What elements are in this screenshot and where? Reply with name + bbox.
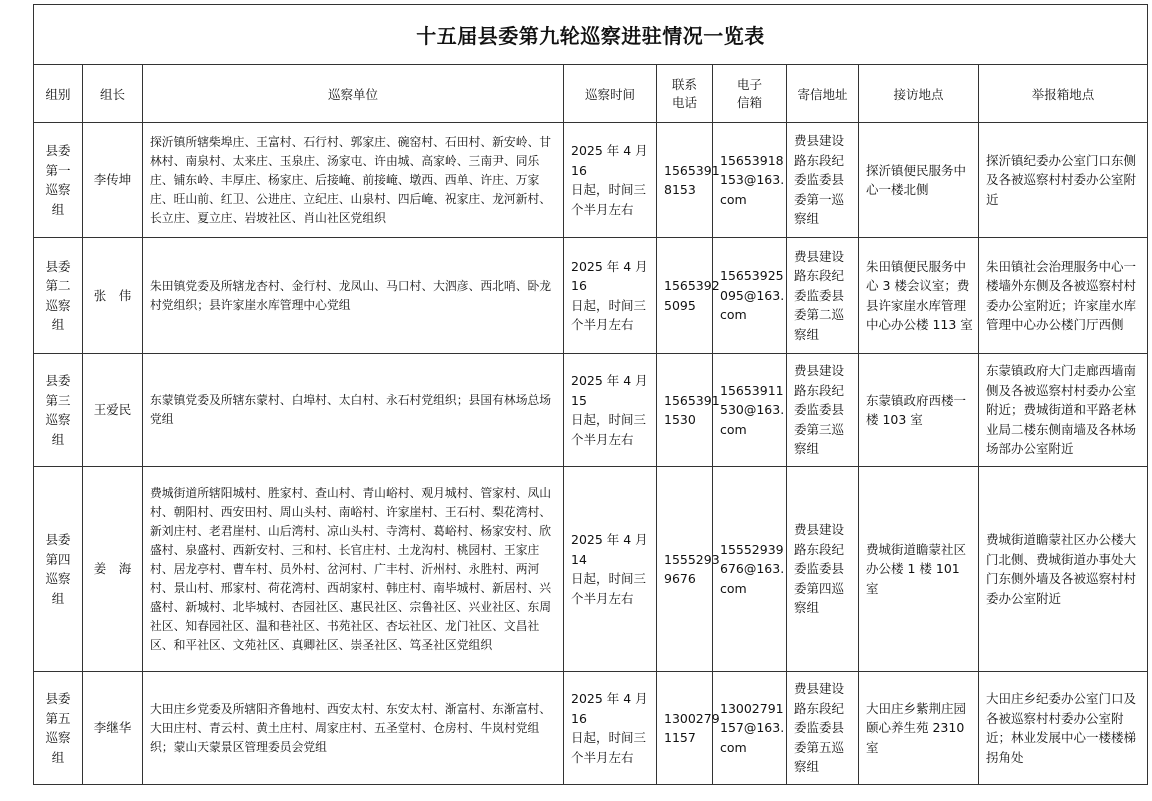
mail-line: 路东段纪 bbox=[794, 152, 845, 168]
email-line: 676@163. bbox=[720, 561, 785, 577]
group-line: 第五 bbox=[45, 710, 71, 726]
time-line: 2025 年 4 月 14 bbox=[571, 532, 648, 567]
email-line: com bbox=[720, 421, 747, 437]
time-line: 日起，时间三 bbox=[571, 412, 647, 427]
reception-cell: 探沂镇便民服务中心一楼北侧 bbox=[859, 123, 979, 238]
mail-cell bbox=[787, 672, 859, 785]
mail-line: 路东段纪 bbox=[794, 382, 845, 398]
email-line: com bbox=[720, 580, 747, 596]
email-line: 157@163. bbox=[720, 720, 785, 736]
group-line: 巡察 bbox=[45, 412, 71, 427]
mail-cell bbox=[787, 467, 859, 672]
group-line: 巡察 bbox=[45, 297, 71, 313]
mail-line: 委监委县 bbox=[794, 287, 845, 303]
table-row bbox=[34, 672, 1148, 785]
mail-line: 察组 bbox=[794, 600, 820, 616]
group-line: 第三 bbox=[45, 392, 71, 408]
header-email bbox=[713, 65, 787, 123]
phone-line: 8153 bbox=[664, 182, 696, 197]
box-cell: 费城街道瞻蒙社区办公楼大门北侧、费城街道办事处大门东侧外墙及各被巡察村村委办公室附近 bbox=[979, 467, 1148, 672]
header-group: 组别 bbox=[34, 65, 83, 123]
mail-line: 察组 bbox=[794, 759, 820, 775]
group-cell bbox=[34, 238, 83, 354]
unit-cell: 大田庄乡党委及所辖阳齐鲁地村、西安太村、东安太村、渐富村、东渐富村、大田庄村、青云村、黄土庄村、周家庄村、五圣堂村、仓房村、牛岚村党组织；蒙山天蒙景区管理委员会党组 bbox=[143, 672, 564, 785]
leader-cell: 李继华 bbox=[83, 672, 143, 785]
time-line: 2025 年 4 月 15 bbox=[571, 373, 648, 408]
email-line: com bbox=[720, 307, 747, 323]
reception-cell: 朱田镇便民服务中心 3 楼会议室；费县许家崖水库管理中心办公楼 113 室 bbox=[859, 238, 979, 354]
phone-line: 1565391 bbox=[664, 162, 720, 178]
phone-cell bbox=[657, 238, 720, 354]
mail-line: 察组 bbox=[794, 211, 820, 227]
phone-cell bbox=[657, 672, 720, 785]
box-cell: 大田庄乡纪委办公室门口及各被巡察村村委办公室附近；林业发展中心一楼楼梯拐角处 bbox=[979, 672, 1148, 785]
mail-line: 委第五巡 bbox=[794, 739, 845, 755]
time-line: 个半月左右 bbox=[571, 201, 634, 217]
time-cell bbox=[564, 467, 657, 672]
mail-line: 委监委县 bbox=[794, 720, 845, 736]
leader-cell: 张 伟 bbox=[83, 238, 143, 354]
email-cell bbox=[713, 123, 787, 238]
time-line: 个半月左右 bbox=[571, 431, 634, 447]
group-cell bbox=[34, 467, 83, 672]
time-line: 2025 年 4 月 16 bbox=[571, 691, 648, 726]
mail-line: 路东段纪 bbox=[794, 700, 845, 716]
header-time: 巡察时间 bbox=[564, 65, 657, 123]
header-unit: 巡察单位 bbox=[143, 65, 564, 123]
mail-line: 费县建设 bbox=[794, 133, 845, 149]
time-line: 2025 年 4 月 16 bbox=[571, 258, 648, 293]
header-phone-line2: 电话 bbox=[671, 94, 697, 110]
group-line: 组 bbox=[51, 201, 65, 217]
email-line: 15653925 bbox=[720, 268, 784, 284]
mail-line: 委第四巡 bbox=[794, 580, 845, 596]
header-phone bbox=[657, 65, 713, 123]
leader-cell: 李传坤 bbox=[83, 123, 143, 238]
phone-line: 1565391 bbox=[664, 392, 720, 408]
group-line: 县委 bbox=[45, 143, 71, 158]
header-phone-line1: 联系 bbox=[671, 76, 697, 92]
email-cell bbox=[713, 672, 787, 785]
mail-cell bbox=[787, 354, 859, 467]
group-line: 县委 bbox=[45, 373, 71, 388]
email-line: 15552939 bbox=[720, 541, 784, 557]
time-line: 日起，时间三 bbox=[571, 182, 647, 197]
table-row bbox=[34, 467, 1148, 672]
mail-line: 路东段纪 bbox=[794, 268, 845, 284]
email-cell bbox=[713, 467, 787, 672]
reception-cell: 费城街道瞻蒙社区办公楼 1 楼 101 室 bbox=[859, 467, 979, 672]
mail-cell bbox=[787, 123, 859, 238]
email-line: 13002791 bbox=[720, 700, 784, 716]
phone-line: 1157 bbox=[664, 730, 696, 745]
time-line: 个半月左右 bbox=[571, 317, 634, 332]
mail-line: 委监委县 bbox=[794, 172, 845, 188]
header-email-line1: 电子 bbox=[736, 76, 762, 92]
box-cell: 东蒙镇政府大门走廊西墙南侧及各被巡察村村委办公室附近；费城街道和平路老林业局二楼东侧南墙及各林场场部办公室附近 bbox=[979, 354, 1148, 467]
group-line: 组 bbox=[51, 590, 65, 606]
phone-cell bbox=[657, 354, 720, 467]
inspection-sheet bbox=[33, 4, 1148, 785]
phone-line: 1300279 bbox=[664, 710, 720, 726]
mail-line: 费县建设 bbox=[794, 522, 845, 538]
mail-line: 委监委县 bbox=[794, 402, 845, 418]
mail-line: 察组 bbox=[794, 441, 820, 457]
box-cell: 朱田镇社会治理服务中心一楼墙外东侧及各被巡察村村委办公室附近；许家崖水库管理中心办公楼门厅西侧 bbox=[979, 238, 1148, 354]
table-title: 十五届县委第九轮巡察进驻情况一览表 bbox=[34, 5, 1148, 65]
leader-cell: 姜 海 bbox=[83, 467, 143, 672]
header-row bbox=[34, 65, 1148, 123]
mail-cell bbox=[787, 238, 859, 354]
header-mail: 寄信地址 bbox=[787, 65, 859, 123]
time-line: 个半月左右 bbox=[571, 749, 634, 765]
mail-line: 委监委县 bbox=[794, 561, 845, 577]
group-line: 县委 bbox=[45, 258, 71, 274]
time-cell bbox=[564, 123, 657, 238]
group-cell bbox=[34, 354, 83, 467]
mail-line: 路东段纪 bbox=[794, 541, 845, 557]
phone-line: 9676 bbox=[664, 571, 696, 586]
email-line: com bbox=[720, 739, 747, 755]
group-line: 第二 bbox=[45, 278, 71, 293]
reception-cell: 大田庄乡紫荆庄园颐心养生苑 2310 室 bbox=[859, 672, 979, 785]
phone-line: 1555293 bbox=[664, 551, 720, 567]
phone-line: 5095 bbox=[664, 297, 696, 313]
email-line: 530@163. bbox=[720, 402, 785, 418]
header-email-line2: 信箱 bbox=[736, 94, 762, 110]
email-line: com bbox=[720, 191, 747, 207]
group-line: 巡察 bbox=[45, 730, 71, 745]
unit-cell: 东蒙镇党委及所辖东蒙村、白埠村、太白村、永石村党组织；县国有林场总场党组 bbox=[143, 354, 564, 467]
group-cell bbox=[34, 672, 83, 785]
table-row bbox=[34, 123, 1148, 238]
group-line: 组 bbox=[51, 431, 65, 447]
email-line: 095@163. bbox=[720, 287, 785, 303]
table-row bbox=[34, 238, 1148, 354]
time-line: 日起，时间三 bbox=[571, 571, 647, 586]
time-line: 日起，时间三 bbox=[571, 730, 647, 745]
mail-line: 委第一巡 bbox=[794, 191, 845, 207]
inspection-table bbox=[33, 4, 1148, 785]
unit-cell: 探沂镇所辖柴埠庄、王富村、石行村、郭家庄、碗窑村、石田村、新安岭、甘林村、南泉村、太来庄、玉泉庄、汤家屯、许由城、高家岭、三南尹、同乐庄、铺东岭、丰厚庄、杨家庄、后接崦、前接崦、墩西、西单、许庄、万家庄、旺山前、红卫、公进庄、立纪庄、山泉村、四后崦、祝家庄、龙河新村、长立庄、夏立庄、岩坡社区、肖山社区党组织 bbox=[143, 123, 564, 238]
group-line: 第一 bbox=[45, 162, 71, 178]
phone-cell bbox=[657, 123, 720, 238]
leader-cell: 王爱民 bbox=[83, 354, 143, 467]
group-line: 巡察 bbox=[45, 182, 71, 197]
time-line: 日起，时间三 bbox=[571, 297, 647, 313]
box-cell: 探沂镇纪委办公室门口东侧及各被巡察村村委办公室附近 bbox=[979, 123, 1148, 238]
header-box: 举报箱地点 bbox=[979, 65, 1148, 123]
header-leader: 组长 bbox=[83, 65, 143, 123]
mail-line: 察组 bbox=[794, 326, 820, 342]
email-line: 153@163. bbox=[720, 172, 785, 188]
mail-line: 委第二巡 bbox=[794, 307, 845, 323]
group-line: 县委 bbox=[45, 691, 71, 706]
time-cell bbox=[564, 354, 657, 467]
mail-line: 费县建设 bbox=[794, 363, 845, 379]
reception-cell: 东蒙镇政府西楼一楼 103 室 bbox=[859, 354, 979, 467]
unit-cell: 费城街道所辖阳城村、胜家村、查山村、青山峪村、观月城村、管家村、凤山村、朝阳村、西安田村、周山头村、南峪村、许家崖村、王石村、梨花湾村、新刘庄村、老君崖村、山后湾村、凉山头村、寺湾村、葛峪村、杨家安村、欣盛村、泉盛村、西新安村、三和村、长官庄村、土龙沟村、桃园村、王家庄村、居龙亭村、曹车村、员外村、岔河村、广丰村、沂州村、永胜村、两河村、景山村、邢家村、荷花湾村、西胡家村、韩庄村、南毕城村、新居村、兴盛村、新城村、北毕城村、杏园社区、惠民社区、宗鲁社区、兴业社区、东周社区、知春园社区、温和巷社区、书苑社区、杏坛社区、龙门社区、文昌社区、和平社区、文苑社区、真卿社区、崇圣社区、笃圣社区党组织 bbox=[143, 467, 564, 672]
header-reception: 接访地点 bbox=[859, 65, 979, 123]
mail-line: 委第三巡 bbox=[794, 421, 845, 437]
group-line: 县委 bbox=[45, 532, 71, 547]
email-line: 15653918 bbox=[720, 152, 784, 168]
time-cell bbox=[564, 238, 657, 354]
table-row bbox=[34, 354, 1148, 467]
phone-line: 1530 bbox=[664, 412, 696, 427]
mail-line: 费县建设 bbox=[794, 248, 845, 264]
group-line: 组 bbox=[51, 749, 65, 765]
time-line: 个半月左右 bbox=[571, 590, 634, 606]
time-line: 2025 年 4 月 16 bbox=[571, 143, 648, 178]
group-line: 巡察 bbox=[45, 571, 71, 586]
time-cell bbox=[564, 672, 657, 785]
group-cell bbox=[34, 123, 83, 238]
group-line: 第四 bbox=[45, 551, 71, 567]
mail-line: 费县建设 bbox=[794, 681, 845, 697]
phone-cell bbox=[657, 467, 720, 672]
unit-cell: 朱田镇党委及所辖龙杏村、金行村、龙凤山、马口村、大泗彦、西北哨、卧龙村党组织；县许家崖水库管理中心党组 bbox=[143, 238, 564, 354]
email-line: 15653911 bbox=[720, 382, 784, 398]
group-line: 组 bbox=[51, 317, 65, 332]
email-cell bbox=[713, 238, 787, 354]
phone-line: 1565392 bbox=[664, 278, 720, 293]
email-cell bbox=[713, 354, 787, 467]
